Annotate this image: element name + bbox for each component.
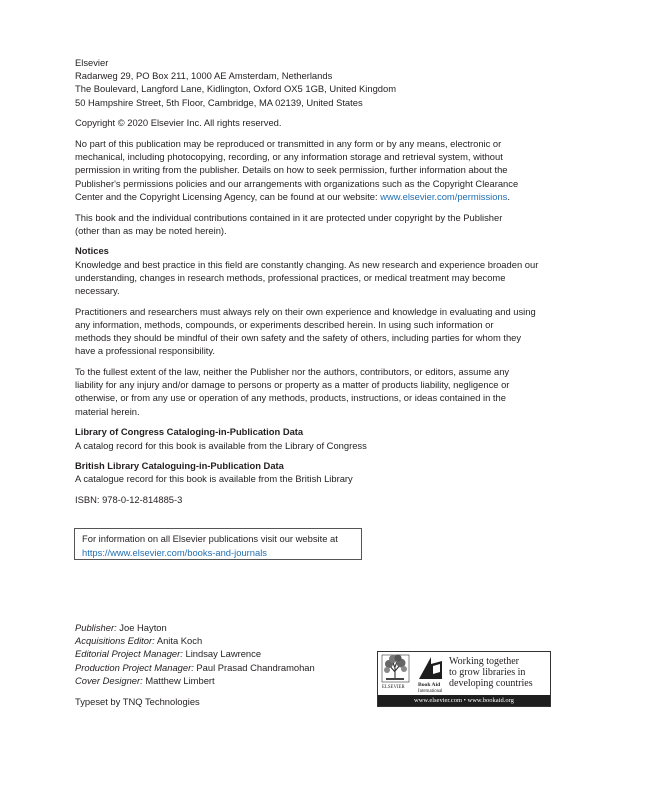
typeset-text: Typeset by TNQ Technologies [75,696,200,707]
liability-paragraph [75,365,565,418]
notices-heading: Notices [75,245,109,257]
book-aid-tagline [449,656,533,689]
notices-line: understanding, changes in research methods, professional practices, or medical treatment may become [75,271,506,283]
publisher-address [75,56,565,109]
address-line: 50 Hampshire Street, 5th Floor, Cambridge, MA 02139, United States [75,96,363,108]
loc-cip-section [75,425,565,451]
credit-name: Anita Koch [154,635,203,647]
website-info-box [74,528,362,560]
address-line: Radarweg 29, PO Box 211, 1000 AE Amsterdam, Netherlands [75,70,333,82]
bookaid-label: Book Aid [418,682,441,688]
bl-cip-section [75,459,565,485]
permissions-line: No part of this publication may be reproduced or transmitted in any form or by any means, electronic or [75,138,502,150]
copyright-notice [75,116,565,129]
notices-line: otherwise, or from any use or operation of any methods, products, instructions, or ideas contained in the [75,392,506,404]
copyright-page [75,56,565,514]
credit-role: Acquisitions Editor: [75,635,155,647]
notices-line: To the fullest extent of the law, neither the Publisher nor the authors, contributors, or editors, assume any [75,366,510,378]
permissions-line: permission in writing from the publisher. Details on how to seek permission, further information about the [75,164,508,176]
bookaid-label-international: International [418,689,443,694]
protection-line: (other than as may be noted herein). [75,224,227,236]
practitioners-paragraph [75,305,565,358]
protection-paragraph [75,211,565,237]
credit-name: Paul Prasad Chandramohan [193,661,315,673]
website-info-text: For information on all Elsevier publications visit our website at [82,533,338,544]
credit-line [75,634,315,647]
credit-line [75,647,315,660]
website-link[interactable]: https://www.elsevier.com/books-and-journals [82,546,267,558]
credit-line [75,674,315,687]
bl-heading: British Library Cataloguing-in-Publication Data [75,460,284,472]
tagline-line: developing countries [449,678,533,689]
notices-line: have a professional responsibility. [75,345,216,357]
notices-line: liability for any injury and/or damage to persons or property as a matter of products liability, negligence or [75,379,510,391]
credit-name: Joe Hayton [116,622,167,633]
credit-role: Cover Designer: [75,674,143,686]
credit-name: Lindsay Lawrence [182,648,262,660]
permissions-line: mechanical, including photocopying, recording, or any information storage and retrieval system, without [75,151,503,163]
book-aid-logo-top [378,652,550,695]
notices-line: material herein. [75,405,140,417]
loc-text: A catalog record for this book is available from the Library of Congress [75,439,367,451]
copyright-line: Copyright © 2020 Elsevier Inc. All rights reserved. [75,117,282,129]
permissions-line: Publisher's permissions policies and our arrangements with organizations such as the Copyright Clearance [75,177,519,189]
elsevier-label: ELSEVIER [382,685,405,690]
credit-line [75,661,315,674]
isbn-section [75,493,565,506]
permissions-suffix: . [507,190,510,202]
notices-line: Knowledge and best practice in this field are constantly changing. As new research and experience broaden our [75,258,539,270]
book-aid-logo [377,651,551,707]
loc-heading: Library of Congress Cataloging-in-Publication Data [75,426,304,438]
typeset-credit [75,695,200,708]
credit-line [75,621,315,634]
publisher-name: Elsevier [75,57,109,68]
production-credits [75,621,315,687]
credit-role: Editorial Project Manager: [75,648,183,660]
credit-name: Matthew Limbert [142,674,215,686]
notices-line: Practitioners and researchers must always rely on their own experience and knowledge in evaluating and using [75,305,536,317]
tagline-line: Working together [449,656,520,667]
notices-line: any information, methods, compounds, or experiments described herein. In using such information or [75,318,494,330]
notices-line: methods they should be mindful of their own safety and the safety of others, including parties for whom they [75,332,522,344]
credit-role: Production Project Manager: [75,661,194,673]
bl-text: A catalogue record for this book is available from the British Library [75,473,353,485]
notices-line: necessary. [75,285,120,297]
notices-section [75,244,565,297]
tagline-line: to grow libraries in [449,667,526,678]
permissions-prefix: Center and the Copyright Licensing Agency, can be found at our website: [75,190,381,202]
isbn: ISBN: 978-0-12-814885-3 [75,494,183,506]
permissions-paragraph [75,137,565,203]
permissions-link[interactable]: www.elsevier.com/permissions [380,190,508,202]
credit-role: Publisher: [75,622,117,633]
protection-line: This book and the individual contributions contained in it are protected under copyright by the Publisher [75,211,503,223]
website-info-content [82,532,338,559]
permissions-line [75,190,565,203]
book-aid-footer: www.elsevier.com • www.bookaid.org [378,695,550,706]
address-line: The Boulevard, Langford Lane, Kidlington, Oxford OX5 1GB, United Kingdom [75,83,397,95]
